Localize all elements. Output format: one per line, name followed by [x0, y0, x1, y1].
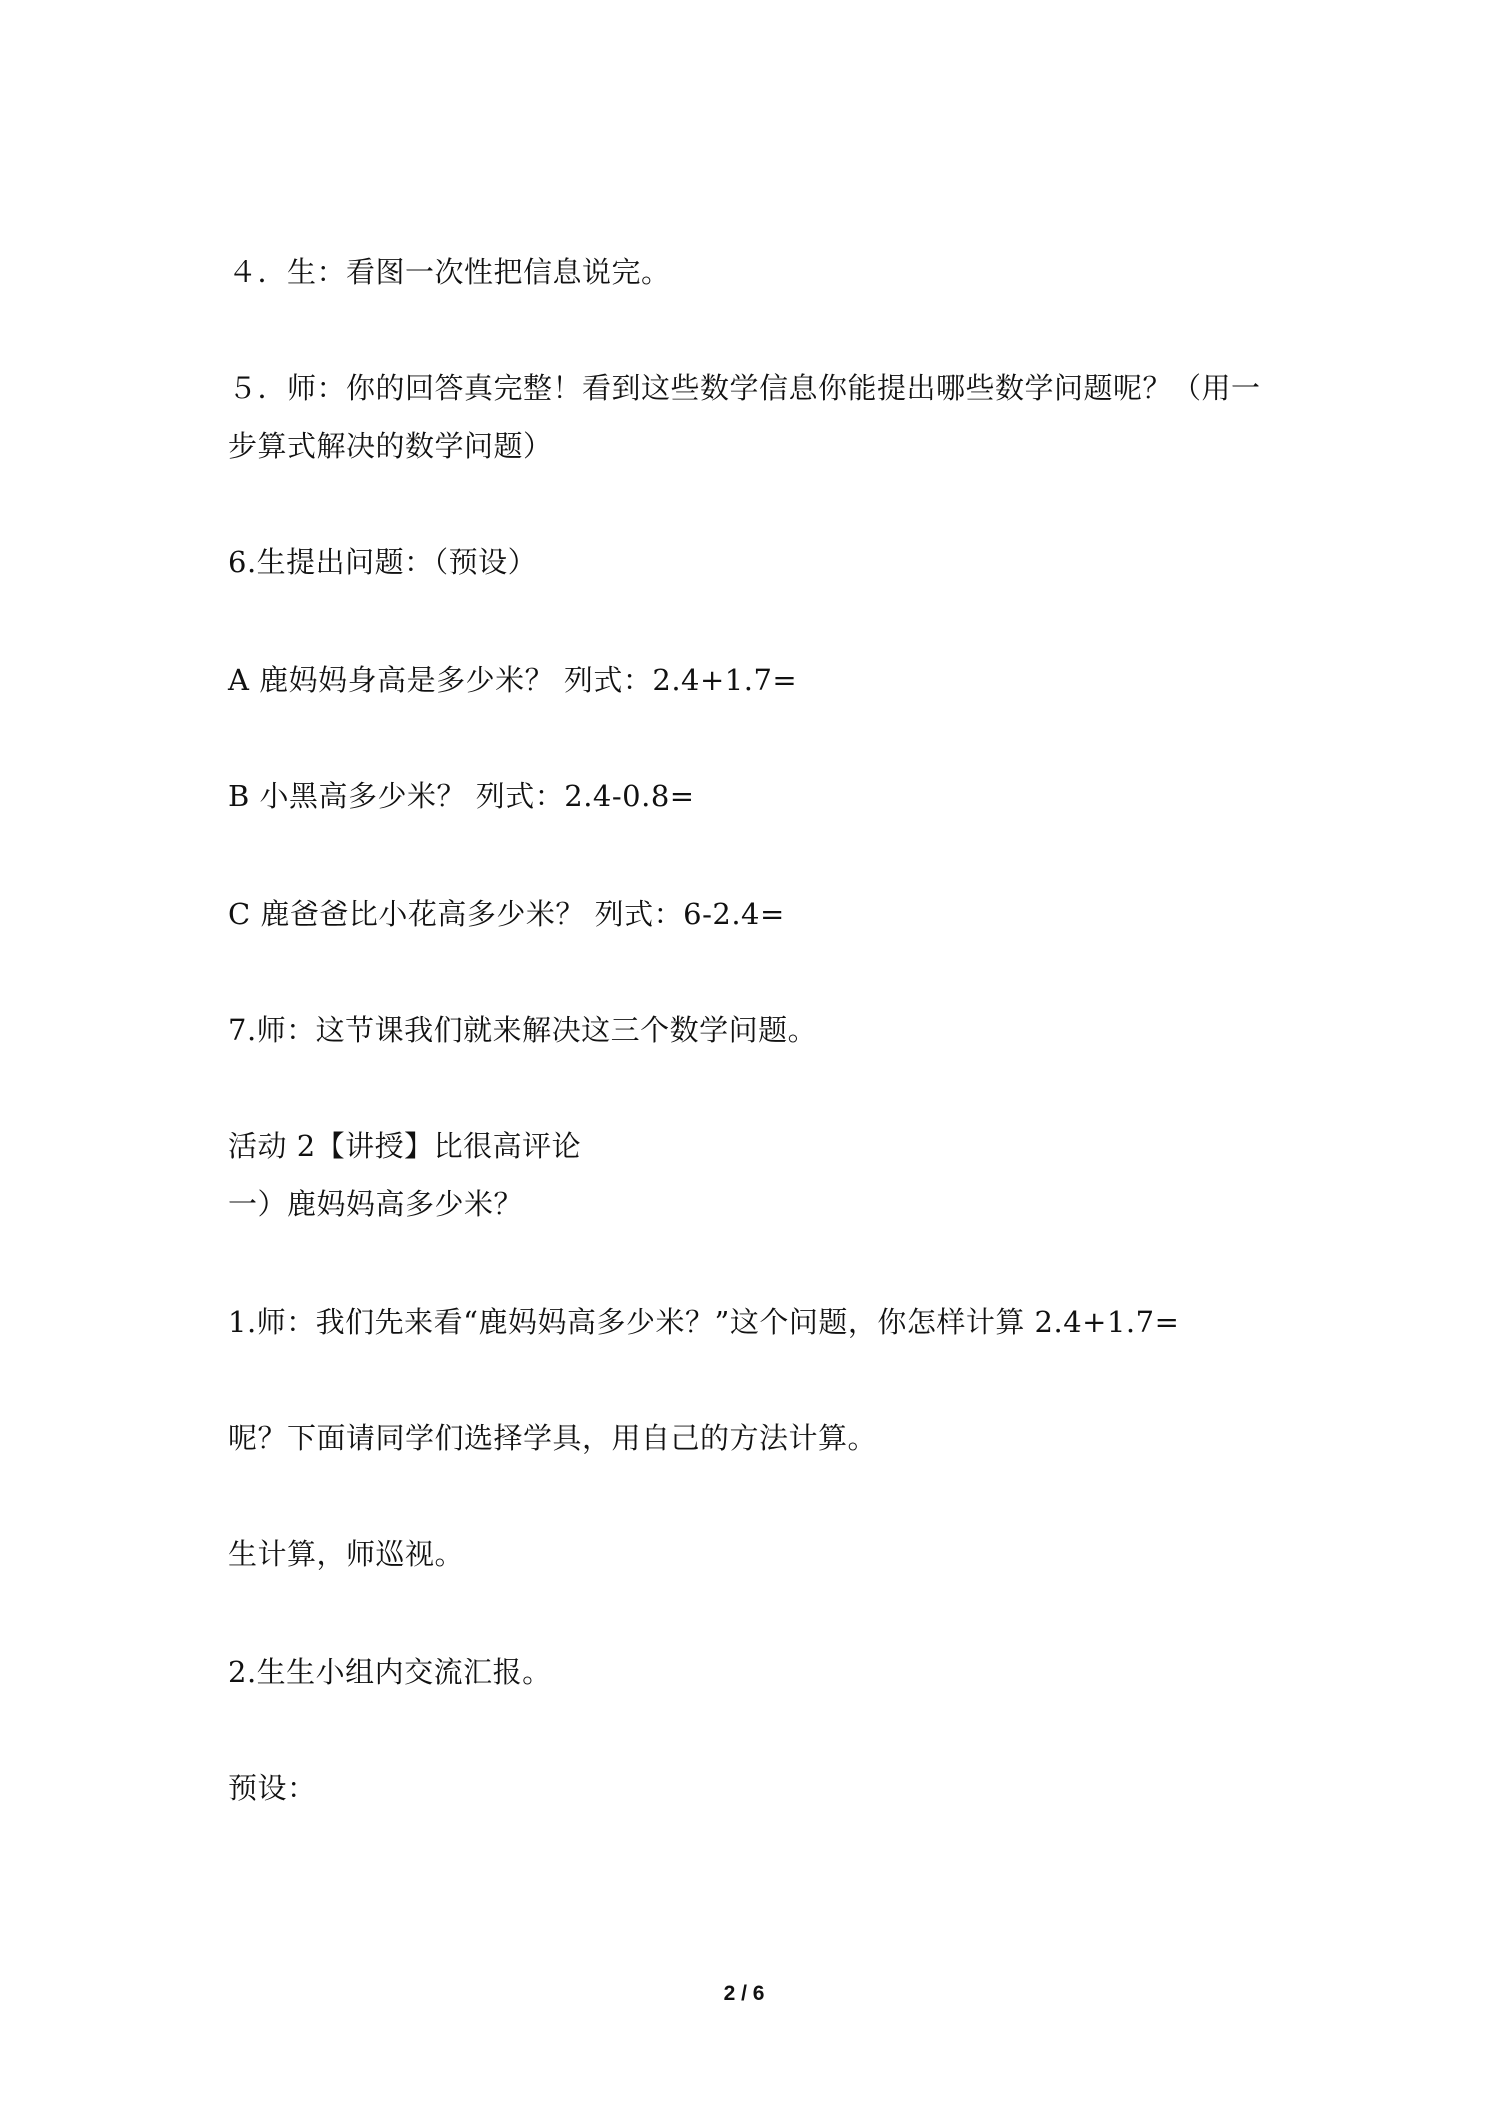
question-a: A 鹿妈妈身高是多少米？ 列式：2.4+1.7= [228, 663, 798, 697]
activity-2-heading: 活动 2【讲授】比很高评论 [228, 1129, 582, 1163]
question-b: B 小黑高多少米？ 列式：2.4-0.8= [228, 779, 695, 813]
paragraph-teacher-1-continued: 呢？下面请同学们选择学具，用自己的方法计算。 [228, 1421, 878, 1455]
paragraph-step-7: 7.师：这节课我们就来解决这三个数学问题。 [228, 1013, 818, 1047]
paragraph-step-5-continued: 步算式解决的数学问题） [228, 429, 553, 463]
paragraph-step-4: ４．生：看图一次性把信息说完。 [228, 255, 671, 289]
paragraph-step-2: 2.生生小组内交流汇报。 [228, 1655, 552, 1689]
paragraph-step-6: 6.生提出问题：（预设） [228, 545, 538, 579]
paragraph-teacher-1: 1.师：我们先来看“鹿妈妈高多少米？”这个问题，你怎样计算 2.4+1.7= [228, 1305, 1180, 1339]
paragraph-student-calculate: 生计算，师巡视。 [228, 1537, 465, 1571]
question-c: C 鹿爸爸比小花高多少米？ 列式：6-2.4= [228, 897, 785, 931]
paragraph-step-5: ５．师：你的回答真完整！看到这些数学信息你能提出哪些数学问题呢？（用一 [228, 371, 1261, 405]
page-number: 2 / 6 [723, 1982, 765, 2005]
paragraph-preset: 预设： [228, 1771, 317, 1805]
section-1-heading: 一）鹿妈妈高多少米？ [228, 1187, 524, 1221]
